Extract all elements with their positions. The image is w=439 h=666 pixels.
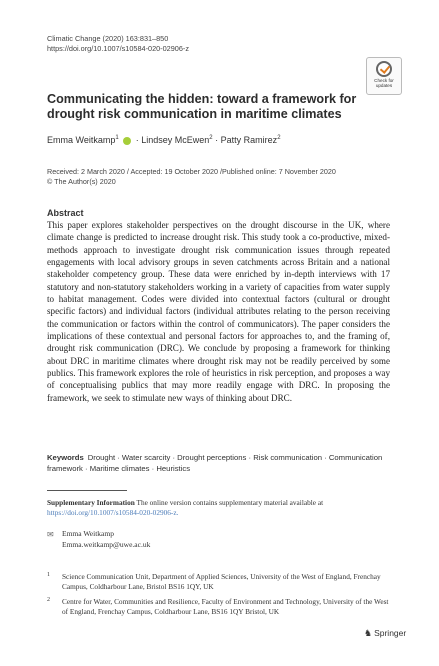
footnote-rule <box>47 490 127 491</box>
keywords-label: Keywords <box>47 453 84 462</box>
affiliation-2 <box>47 597 390 617</box>
check-for-updates-badge[interactable] <box>366 57 402 95</box>
journal-doi[interactable]: https://doi.org/10.1007/s10584-020-02906-z <box>47 44 189 53</box>
abstract-body: This paper explores stakeholder perspectives on the drought discourse in the UK, where climate change is predicted to increase drought risk. This study took a co-productive, mixed-methods approach to investigate drought risk communication issues through repeated engagements with local advisory groups in seven catchments across Britain and a national stakeholder competency group. These data were enriched by in-depth interviews with 17 statutory and non-statutory stakeholders working in a variety of capacities from water supply to habitat management. Codes were divided into contextual factors (cultural or drought specific factors) and individual factors (individual attributes relating to the person receiving the communication or factors within the control of communicators). The paper considers the implications of these contextual and personal factors for approaches to, and the framing of, drought risk communication (DRC). We conclude by proposing a framework for thinking about DRC in maritime climates where drought risk may not be readily perceived by some publics. This framework explores the role of heuristics in risk perception, and proposes a way of conceptualising publics that may more readily engage with DRC. In proposing the framework, we seek to stimulate new ways of thinking about DRC. <box>47 220 390 403</box>
copyright-line: © The Author(s) 2020 <box>47 177 116 186</box>
author-separator: · <box>215 135 219 145</box>
author-name[interactable]: Patty Ramirez <box>220 135 278 145</box>
journal-citation: Climatic Change (2020) 163:831–850 <box>47 34 169 43</box>
publisher-logo <box>364 628 406 639</box>
author-name[interactable]: Emma Weitkamp <box>47 135 116 145</box>
envelope-icon: ✉ <box>47 530 54 539</box>
keywords <box>47 452 390 474</box>
supplementary-note <box>47 498 390 517</box>
author-affiliation-mark: 1 <box>115 135 119 141</box>
keywords-list: Drought · Water scarcity · Drought perceptions · Risk communication · Communication framework · Maritime climates · Heuristics <box>47 453 383 473</box>
supplementary-label: Supplementary Information <box>47 498 135 507</box>
supplementary-link[interactable]: https://doi.org/10.1007/s10584-020-02906-z. <box>47 507 179 517</box>
supplementary-text: The online version contains supplementary material available at <box>136 498 324 507</box>
orcid-icon[interactable] <box>123 137 131 145</box>
author-affiliation-mark: 2 <box>209 135 213 141</box>
affiliation-text: Science Communication Unit, Department of Applied Sciences, University of the West of England, Frenchay Campus, Coldharbour Lane, Bristol BS16 1QY, UK <box>62 572 381 591</box>
author-affiliation-mark: 2 <box>277 135 281 141</box>
publisher-name: Springer <box>374 628 407 638</box>
journal-header <box>47 34 189 54</box>
affiliation-text: Centre for Water, Communities and Resilience, Faculty of Environment and Technology, University of the West of England, Frenchay Campus, Coldharbour Lane, BS16 1QY Bristol, UK <box>62 597 389 616</box>
abstract-heading: Abstract <box>47 208 84 218</box>
dates-line: Received: 2 March 2020 / Accepted: 19 October 2020 /Published online: 7 November 2020 <box>47 167 336 176</box>
author-name[interactable]: Lindsey McEwen <box>141 135 210 145</box>
springer-horse-icon: ♞ <box>364 628 373 638</box>
contact-name: Emma Weitkamp <box>62 529 114 538</box>
check-for-updates-label: Check for updates <box>374 78 394 89</box>
corresponding-author <box>62 529 150 550</box>
check-for-updates-icon <box>376 61 392 77</box>
contact-email[interactable]: Emma.weitkamp@uwe.ac.uk <box>62 539 151 549</box>
affiliation-1 <box>47 572 390 592</box>
publication-dates <box>47 167 336 187</box>
author-list <box>47 135 281 145</box>
author-separator: · <box>135 135 139 145</box>
affiliation-number: 1 <box>47 572 50 578</box>
paper-title: Communicating the hidden: toward a framework for drought risk communication in maritime climates <box>47 92 357 121</box>
affiliation-number: 2 <box>47 597 50 603</box>
